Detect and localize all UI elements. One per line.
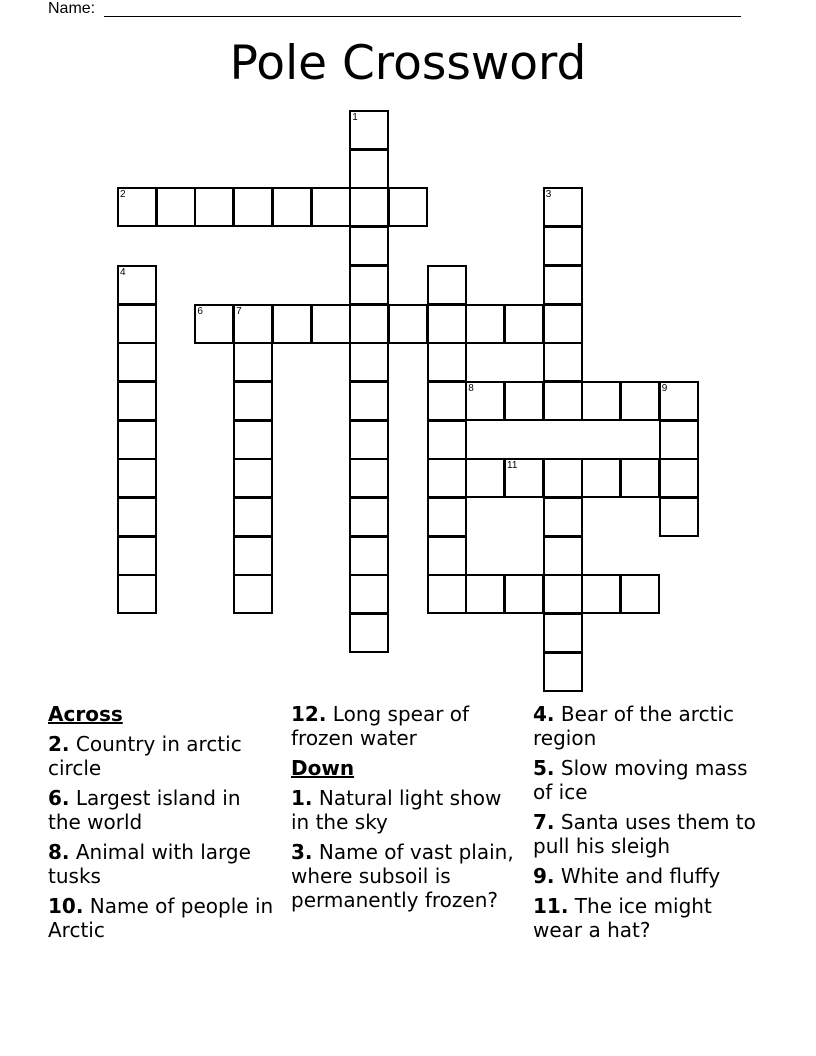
grid-cell[interactable] xyxy=(465,458,505,498)
grid-cell[interactable] xyxy=(504,381,544,421)
clue-down-4: 4. Bear of the arctic region xyxy=(533,702,734,750)
grid-cell[interactable] xyxy=(620,381,660,421)
grid-cell[interactable] xyxy=(659,381,699,421)
grid-cell[interactable] xyxy=(543,187,583,227)
page-title: Pole Crossword xyxy=(229,36,587,91)
cell-number: 1 xyxy=(352,112,358,123)
grid-cell[interactable] xyxy=(156,187,196,227)
grid-cell[interactable] xyxy=(349,110,389,150)
clue-down-3: 3. Name of vast plain, where subsoil is permanently frozen? xyxy=(291,840,514,912)
cell-number: 2 xyxy=(120,189,126,201)
grid-cell[interactable] xyxy=(349,497,389,537)
grid-cell[interactable] xyxy=(427,342,467,382)
grid-cell[interactable] xyxy=(504,458,544,498)
grid-cell[interactable] xyxy=(620,458,660,498)
grid-cell[interactable] xyxy=(272,304,312,344)
grid-cell[interactable] xyxy=(543,497,583,537)
grid-cell[interactable] xyxy=(233,304,273,344)
grid-cell[interactable] xyxy=(194,187,234,227)
grid-cell[interactable] xyxy=(349,226,389,266)
grid-cell[interactable] xyxy=(543,458,583,498)
grid-cell[interactable] xyxy=(543,226,583,266)
clue-across-10: 10. Name of people in Arctic xyxy=(48,894,274,942)
grid-cell[interactable] xyxy=(117,420,157,460)
clue-across-12: 12. Long spear of frozen water xyxy=(291,702,470,750)
grid-cell[interactable] xyxy=(504,304,544,344)
clue-down-11: 11. The ice might wear a hat? xyxy=(533,894,712,942)
grid-cell[interactable] xyxy=(620,574,660,614)
grid-cell[interactable] xyxy=(311,304,351,344)
cell-number: 8 xyxy=(468,382,474,394)
clue-down-9: 9. White and fluffy xyxy=(533,864,721,888)
grid-cell[interactable] xyxy=(233,458,273,498)
grid-cell[interactable] xyxy=(349,149,389,189)
grid-cell[interactable] xyxy=(543,574,583,614)
clue-across-2: 2. Country in arctic circle xyxy=(48,732,242,780)
grid-cell[interactable] xyxy=(117,187,157,227)
clue-down-5: 5. Slow moving mass of ice xyxy=(533,756,748,804)
grid-cell[interactable] xyxy=(233,574,273,614)
grid-cell[interactable] xyxy=(659,458,699,498)
grid-cell[interactable] xyxy=(543,652,583,692)
grid-cell[interactable] xyxy=(543,381,583,421)
grid-cell[interactable] xyxy=(117,536,157,576)
grid-cell[interactable] xyxy=(427,574,467,614)
grid-cell[interactable] xyxy=(543,265,583,305)
grid-cell[interactable] xyxy=(349,536,389,576)
grid-cell[interactable] xyxy=(427,536,467,576)
grid-cell[interactable] xyxy=(427,497,467,537)
clue-down-7: 7. Santa uses them to pull his sleigh xyxy=(533,810,756,858)
grid-cell[interactable] xyxy=(427,265,467,305)
clues-column-1 xyxy=(48,702,276,948)
grid-cell[interactable] xyxy=(465,304,505,344)
grid-cell[interactable] xyxy=(504,574,544,614)
grid-cell[interactable] xyxy=(194,304,234,344)
clue-across-6: 6. Largest island in the world xyxy=(48,786,241,834)
grid-cell[interactable] xyxy=(427,458,467,498)
grid-cell[interactable] xyxy=(117,497,157,537)
cell-number: 3 xyxy=(545,189,552,201)
grid-cell[interactable] xyxy=(388,304,428,344)
grid-cell[interactable] xyxy=(233,536,273,576)
grid-cell[interactable] xyxy=(349,574,389,614)
across-heading: Across xyxy=(48,702,123,726)
grid-cell[interactable] xyxy=(349,381,389,421)
grid-cell[interactable] xyxy=(233,420,273,460)
clue-down-1: 1. Natural light show in the sky xyxy=(291,786,502,834)
grid-cell[interactable] xyxy=(388,187,428,227)
clues-column-3 xyxy=(533,702,761,948)
grid-cell[interactable] xyxy=(659,497,699,537)
grid-cell[interactable] xyxy=(581,574,621,614)
clue-across-8: 8. Animal with large tusks xyxy=(48,840,251,888)
grid-cell[interactable] xyxy=(233,342,273,382)
grid-cell[interactable] xyxy=(272,187,312,227)
grid-cell[interactable] xyxy=(581,381,621,421)
grid-cell[interactable] xyxy=(117,458,157,498)
grid-cell[interactable] xyxy=(427,304,467,344)
grid-cell[interactable] xyxy=(311,187,351,227)
grid-cell[interactable] xyxy=(543,304,583,344)
grid-cell[interactable] xyxy=(117,265,157,305)
grid-cell[interactable] xyxy=(349,420,389,460)
name-label: Name: xyxy=(48,0,96,17)
grid-cell[interactable] xyxy=(543,342,583,382)
grid-cell[interactable] xyxy=(543,536,583,576)
down-heading: Down xyxy=(291,756,355,780)
grid-cell[interactable] xyxy=(233,497,273,537)
grid-cell[interactable] xyxy=(117,304,157,344)
grid-cell[interactable] xyxy=(349,613,389,653)
grid-cell[interactable] xyxy=(465,574,505,614)
cell-number: 7 xyxy=(236,305,242,317)
grid-cell[interactable] xyxy=(427,381,467,421)
grid-cell[interactable] xyxy=(349,342,389,382)
cell-number: 4 xyxy=(120,266,126,278)
grid-cell[interactable] xyxy=(659,420,699,460)
grid-cell[interactable] xyxy=(349,265,389,305)
grid-cell[interactable] xyxy=(581,458,621,498)
grid-cell[interactable] xyxy=(349,187,389,227)
cell-number: 6 xyxy=(197,305,203,317)
grid-cell[interactable] xyxy=(117,381,157,421)
cell-number: 11 xyxy=(507,460,518,472)
grid-cell[interactable] xyxy=(543,613,583,653)
clues-column-2 xyxy=(291,702,519,918)
grid-cell[interactable] xyxy=(427,420,467,460)
cell-number: 9 xyxy=(661,382,668,394)
grid-cell[interactable] xyxy=(117,342,157,382)
grid-cell[interactable] xyxy=(117,574,157,614)
grid-cell[interactable] xyxy=(349,458,389,498)
grid-cell[interactable] xyxy=(349,304,389,344)
grid-cell[interactable] xyxy=(233,187,273,227)
grid-cell[interactable] xyxy=(233,381,273,421)
grid-cell[interactable] xyxy=(465,381,505,421)
